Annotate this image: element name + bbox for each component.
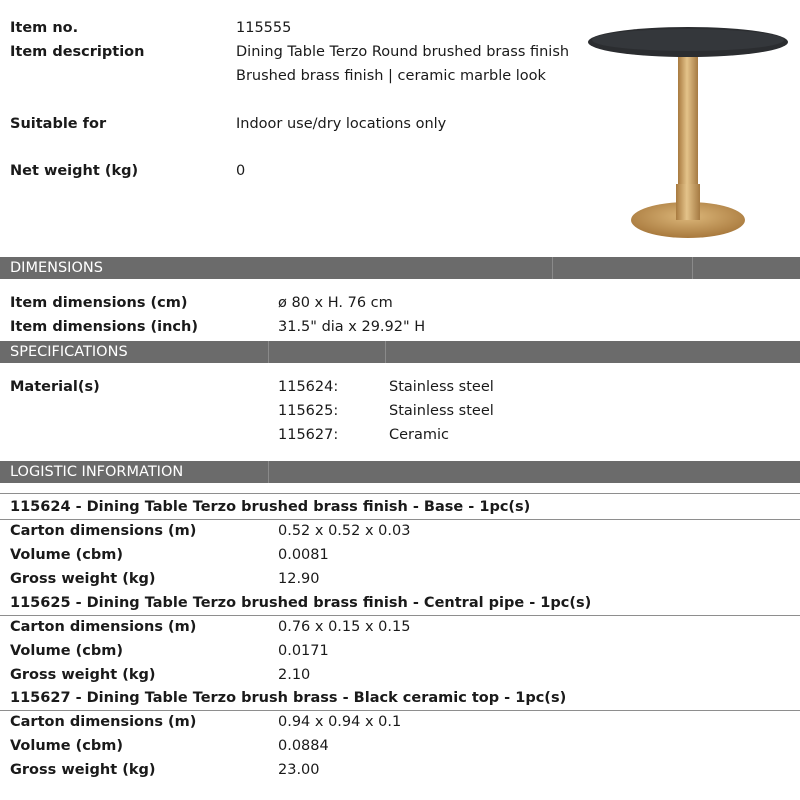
carton-dimensions-label: Carton dimensions (m): [10, 619, 197, 635]
volume-value: 0.0171: [278, 643, 329, 659]
dimensions-header-label: DIMENSIONS: [10, 260, 103, 276]
gross-weight-label: Gross weight (kg): [10, 762, 156, 778]
dimensions-inch-value: 31.5" dia x 29.92" H: [278, 319, 426, 335]
header-divider: [692, 257, 693, 279]
logistic-group-title: 115627 - Dining Table Terzo brush brass - Black ceramic top - 1pc(s): [10, 690, 567, 706]
suitable-for-value: Indoor use/dry locations only: [236, 116, 447, 132]
gross-weight-value: 2.10: [278, 667, 311, 683]
carton-dimensions-label: Carton dimensions (m): [10, 523, 197, 539]
specifications-header-label: SPECIFICATIONS: [10, 344, 128, 360]
item-no-value: 115555: [236, 20, 292, 36]
carton-dimensions-value: 0.52 x 0.52 x 0.03: [278, 523, 411, 539]
gross-weight-value: 23.00: [278, 762, 320, 778]
header-divider: [552, 257, 553, 279]
gross-weight-value: 12.90: [278, 571, 320, 587]
logistic-header: [0, 461, 800, 483]
volume-label: Volume (cbm): [10, 738, 124, 754]
dimensions-inch-label: Item dimensions (inch): [10, 319, 198, 335]
suitable-for-label: Suitable for: [10, 116, 107, 132]
dimensions-header: [0, 257, 800, 279]
header-divider: [385, 341, 386, 363]
table-pipe: [678, 56, 698, 186]
material-code: 115625:: [278, 403, 339, 419]
material-name: Stainless steel: [389, 403, 494, 419]
gross-weight-label: Gross weight (kg): [10, 571, 156, 587]
carton-dimensions-value: 0.76 x 0.15 x 0.15: [278, 619, 411, 635]
logistic-group-title: 115624 - Dining Table Terzo brushed brass finish - Base - 1pc(s): [10, 499, 531, 515]
material-label: Material(s): [10, 379, 100, 395]
item-description-label: Item description: [10, 44, 145, 60]
item-description-line2: Brushed brass finish | ceramic marble look: [236, 68, 546, 84]
logistic-group-title: 115625 - Dining Table Terzo brushed brass finish - Central pipe - 1pc(s): [10, 595, 592, 611]
section-rule: [0, 493, 800, 494]
gross-weight-label: Gross weight (kg): [10, 667, 156, 683]
section-rule: [0, 519, 800, 520]
specifications-header: [0, 341, 800, 363]
dimensions-cm-value: ø 80 x H. 76 cm: [278, 295, 393, 311]
logistic-header-label: LOGISTIC INFORMATION: [10, 464, 184, 480]
material-name: Stainless steel: [389, 379, 494, 395]
item-no-label: Item no.: [10, 20, 79, 36]
volume-value: 0.0081: [278, 547, 329, 563]
section-rule: [0, 615, 800, 616]
volume-label: Volume (cbm): [10, 547, 124, 563]
header-divider: [268, 341, 269, 363]
section-rule: [0, 710, 800, 711]
table-pipe-lower: [676, 184, 700, 220]
volume-value: 0.0884: [278, 738, 329, 754]
material-name: Ceramic: [389, 427, 450, 443]
net-weight-value: 0: [236, 163, 246, 179]
product-image: [585, 20, 800, 245]
dimensions-cm-label: Item dimensions (cm): [10, 295, 188, 311]
net-weight-label: Net weight (kg): [10, 163, 139, 179]
carton-dimensions-value: 0.94 x 0.94 x 0.1: [278, 714, 402, 730]
carton-dimensions-label: Carton dimensions (m): [10, 714, 197, 730]
material-code: 115624:: [278, 379, 339, 395]
item-description-line1: Dining Table Terzo Round brushed brass finish: [236, 44, 570, 60]
volume-label: Volume (cbm): [10, 643, 124, 659]
material-code: 115627:: [278, 427, 339, 443]
header-divider: [268, 461, 269, 483]
